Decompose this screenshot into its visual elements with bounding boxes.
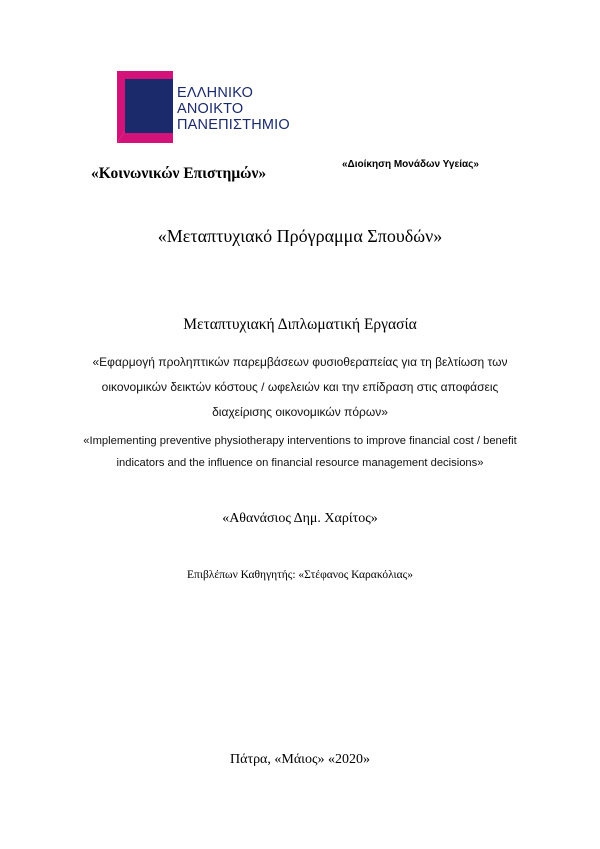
- program-title: «Μεταπτυχιακό Πρόγραμμα Σπουδών»: [157, 226, 443, 246]
- school-name: «Κοινωνικών Επιστημών»: [91, 165, 267, 182]
- logo-line-1: ΕΛΛΗΝΙΚΟ: [177, 85, 254, 101]
- author-name: «Αθανάσιος Δημ. Χαρίτος»: [222, 511, 378, 526]
- thesis-type: Μεταπτυχιακή Διπλωματική Εργασία: [183, 316, 417, 333]
- logo-line-2: ΑΝΟΙΚΤΟ: [177, 101, 244, 117]
- thesis-title-greek: «Εφαρμογή προληπτικών παρεμβάσεων φυσιοθεραπείας για τη βελτίωση των οικονομικών δεικτών κόστους / ωφελειών και την επίδραση στις αποφάσεις διαχείρισης οικονομικών πόρων»: [92, 355, 508, 419]
- place-date: Πάτρα, «Μάιος» «2020»: [230, 752, 370, 767]
- logo-line-3: ΠΑΝΕΠΙΣΤΗΜΙΟ: [177, 117, 290, 133]
- university-logo: [113, 71, 303, 143]
- supervisor-line: Επιβλέπων Καθηγητής: «Στέφανος Καρακόλιας»: [187, 569, 413, 581]
- logo-mark-icon: [113, 71, 173, 143]
- department-name: «Διοίκηση Μονάδων Υγείας»: [342, 159, 479, 170]
- logo-text: [177, 85, 290, 133]
- thesis-title-english: «Implementing preventive physiotherapy interventions to improve financial cost / benefit indicators and the influence on financial resource management decisions»: [83, 435, 517, 469]
